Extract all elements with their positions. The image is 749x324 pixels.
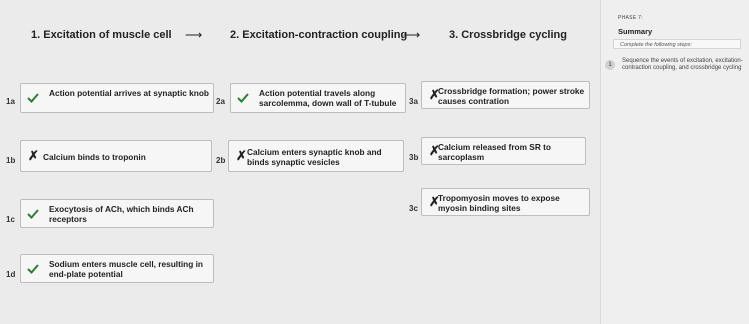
- card-tag: 3a: [409, 97, 418, 106]
- event-card-3c[interactable]: [421, 188, 590, 216]
- card-tag: 1a: [6, 97, 15, 106]
- step-instruction: Sequence the events of excitation, excitation-contraction coupling, and crossbridge cycling: [622, 58, 743, 71]
- x-icon: ✗: [429, 87, 440, 102]
- event-card-1a[interactable]: [20, 83, 214, 113]
- card-tag: 1d: [6, 270, 16, 279]
- card-text: Action potential arrives at synaptic knob: [49, 88, 209, 98]
- card-tag: 3b: [409, 153, 419, 162]
- card-text: Tropomyosin moves to expose myosin binding sites: [438, 193, 560, 213]
- check-icon: [27, 93, 39, 103]
- card-tag: 1b: [6, 156, 16, 165]
- card-tag: 1c: [6, 215, 15, 224]
- stage-2-title: 2. Excitation-contraction coupling: [230, 29, 408, 41]
- card-text: Exocytosis of ACh, which binds ACh receptors: [49, 204, 194, 224]
- event-card-2b[interactable]: [228, 140, 404, 172]
- stage-1-title: 1. Excitation of muscle cell: [31, 29, 172, 41]
- x-icon: ✗: [429, 194, 440, 209]
- summary-panel: [600, 0, 749, 324]
- event-card-1b[interactable]: [20, 140, 212, 172]
- stage-header: [0, 0, 600, 70]
- step-number-badge: 1: [605, 60, 615, 70]
- card-tag: 2b: [216, 156, 226, 165]
- card-text: Calcium released from SR to sarcoplasm: [438, 142, 551, 162]
- summary-subtitle: Complete the following steps:: [613, 39, 741, 49]
- arrow-right-icon: ⟶: [185, 28, 203, 42]
- event-card-2a[interactable]: [230, 83, 406, 113]
- event-card-1d[interactable]: [20, 254, 214, 283]
- event-card-1c[interactable]: [20, 199, 214, 228]
- event-card-3a[interactable]: [421, 81, 590, 109]
- check-icon: [237, 93, 249, 103]
- check-icon: [27, 209, 39, 219]
- card-text: Action potential travels along sarcolemma, down wall of T-tubule: [259, 88, 397, 108]
- x-icon: ✗: [236, 148, 247, 163]
- x-icon: ✗: [28, 148, 39, 163]
- card-text: Crossbridge formation; power stroke causes contration: [438, 86, 585, 106]
- x-icon: ✗: [429, 143, 440, 158]
- arrow-right-icon: ⟶: [403, 28, 421, 42]
- summary-title: Summary: [618, 27, 653, 36]
- card-text: Calcium binds to troponin: [43, 152, 146, 162]
- stage-3-title: 3. Crossbridge cycling: [449, 29, 567, 41]
- phase-label: PHASE 7:: [618, 15, 643, 21]
- card-tag: 2a: [216, 97, 225, 106]
- event-card-3b[interactable]: [421, 137, 586, 165]
- card-tag: 3c: [409, 204, 418, 213]
- check-icon: [27, 264, 39, 274]
- card-text: Calcium enters synaptic knob and binds synaptic vesicles: [247, 147, 382, 167]
- card-text: Sodium enters muscle cell, resulting in end-plate potential: [49, 259, 203, 279]
